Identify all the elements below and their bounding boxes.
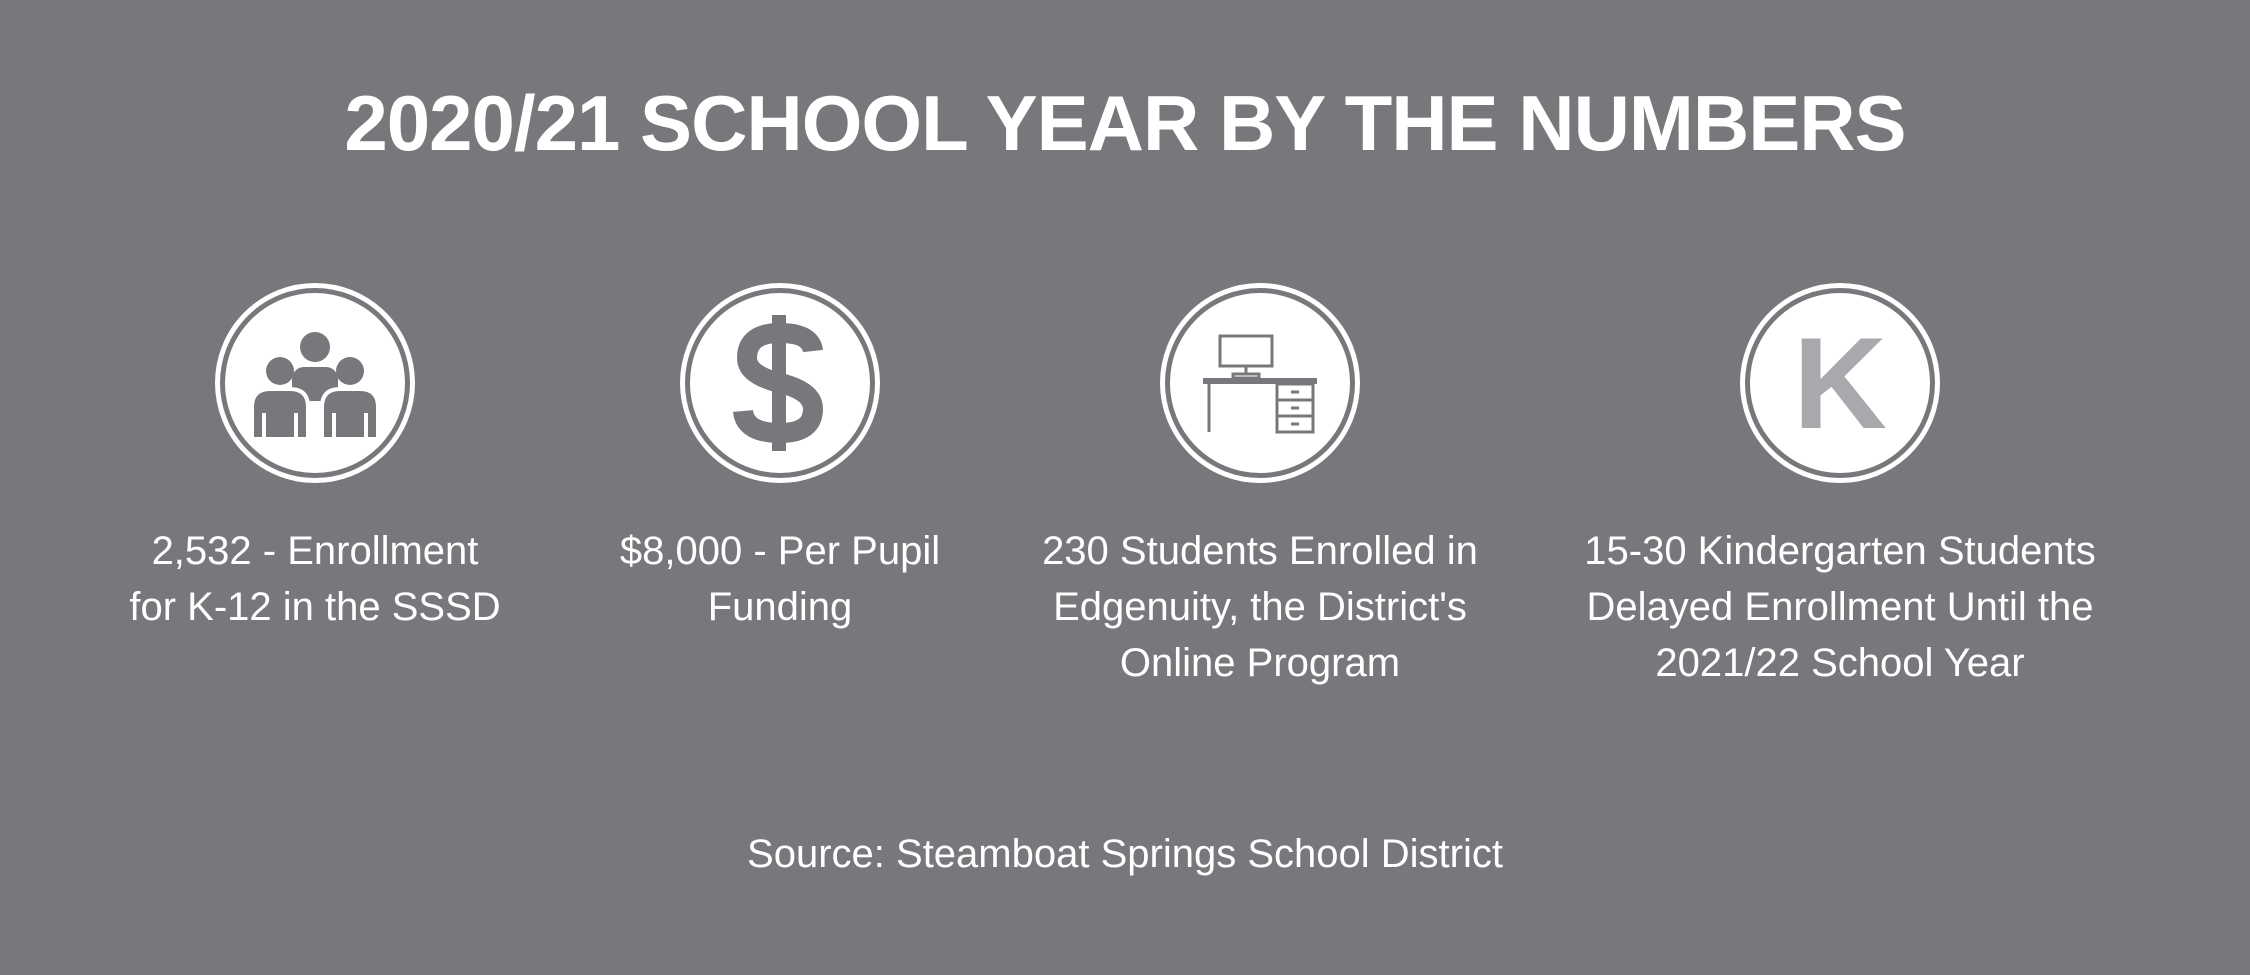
stat-caption	[1584, 523, 2095, 691]
stat-caption-line: Online Program	[1119, 641, 1401, 685]
dollar-icon	[725, 313, 835, 453]
stat-caption	[1042, 523, 1478, 691]
stat-caption-line: 2021/22 School Year	[1655, 641, 2025, 685]
stat-badge	[215, 283, 415, 483]
stat-caption-line: 230 Students Enrolled in	[1042, 529, 1478, 573]
stat-caption	[129, 523, 500, 635]
stat-caption	[620, 523, 940, 635]
stat-online-program	[1010, 283, 1510, 691]
stat-badge	[1160, 283, 1360, 483]
stat-caption-line: $8,000 - Per Pupil	[619, 529, 941, 573]
stat-caption-line: for K-12 in the SSSD	[129, 585, 501, 629]
page-title: 2020/21 SCHOOL YEAR BY THE NUMBERS	[344, 79, 1906, 167]
stat-badge	[1740, 283, 1940, 483]
stat-caption-line: 15-30 Kindergarten Students	[1584, 529, 2096, 573]
computer-desk-icon	[1195, 328, 1325, 438]
stat-caption-line: Edgenuity, the District's	[1053, 585, 1467, 629]
stat-kindergarten	[1540, 283, 2140, 691]
source-credit: Source: Steamboat Springs School District	[747, 832, 1503, 876]
people-icon	[245, 323, 385, 443]
letter-k-icon: K	[1793, 310, 1887, 456]
stat-enrollment	[115, 283, 515, 635]
stat-badge	[680, 283, 880, 483]
stat-funding	[580, 283, 980, 635]
stat-caption-line: Funding	[707, 585, 853, 629]
stat-caption-line: 2,532 - Enrollment	[151, 529, 479, 573]
stat-caption-line: Delayed Enrollment Until the	[1586, 585, 2094, 629]
